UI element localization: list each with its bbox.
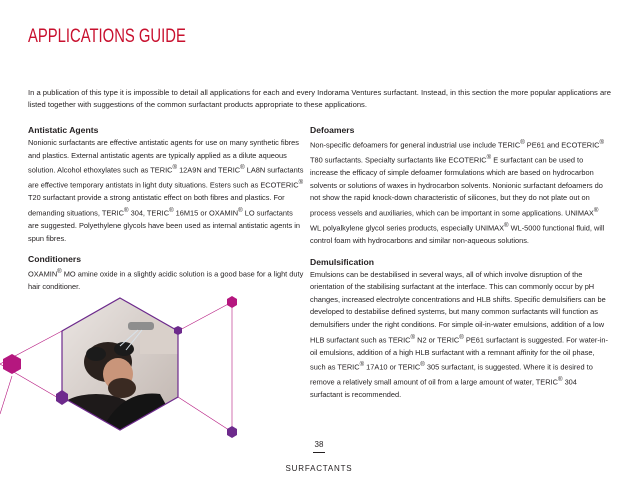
defoamers-heading: Defoamers	[310, 125, 355, 135]
conditioners-heading: Conditioners	[28, 254, 81, 265]
page-title: APPLICATIONS GUIDE	[28, 26, 186, 47]
antistatic-text: Nonionic surfactants are effective antistatic agents for use on many synthetic fibres and plastics. External antistatic agents are typically applied as a dilute aqueous solution. Alcohol ethoxylates such as TERIC® 12A9N and TERIC® LA8N surfactants are effective temporary antistats in light duty situations. Esters such as ECOTERIC® T20 surfactant provide a strong antistatic effect on both fibres and plastics. For demanding situations, TERIC® 304, TERIC® 16M15 or OXAMIN® LO surfactants are suggested. Polyethylene glycols have been used as internal antistatic agents in spun fibres.	[28, 138, 304, 243]
conditioners-text: OXAMIN® MO amine oxide in a slightly acidic solution is a good base for a light duty hair conditioner.	[28, 268, 304, 292]
demulsification-heading: Demulsification	[310, 256, 374, 267]
hair-washing-photo	[0, 294, 260, 444]
footer-divider	[313, 452, 325, 453]
photo-content	[58, 294, 185, 434]
decorative-hexagon	[3, 354, 21, 374]
footer-brand: SURFACTANTS	[285, 464, 353, 473]
demulsification-text: Emulsions can be destabilised in several ways, all of which involve disruption of the orientation of the stabilising surfactant at the interface. This can commonly occur by pH changes, increased electrolyte concentrations and HLB shifts. Specific demulsifiers can be developed to destabilise defined systems, but many common surfactants will function as demulsifiers under the right conditions. For simple oil-in-water emulsions, addition of a low HLB surfactant such as TERIC® N2 or TERIC® PE61 surfactant is suggested. For water-in-oil emulsions, addition of a high HLB surfactant with a remnant affinity for the oil phase, such as TERIC® 17A10 or TERIC® 305 surfactant, is suggested. Where it is desired to remove a relatively small amount of oil from a large amount of water, TERIC® 304 surfactant is recommended.	[310, 269, 608, 400]
intro-paragraph: In a publication of this type it is impossible to detail all applications for each and every Indorama Ventures surfactant. Instead, in this section the more popular applications are listed together with suggestions of the common surfactant products appropriate to these applications.	[28, 88, 611, 110]
antistatic-heading: Antistatic Agents	[28, 125, 99, 135]
right-column	[310, 124, 610, 410]
page-number: 38	[314, 440, 324, 449]
defoamers-text: Non-specific defoamers for general industrial use include TERIC® PE61 and ECOTERIC® T80 surfactants. Specialty surfactants like ECOTERIC® E surfactant can be used to increase the efficacy of simple defoamer formulations which are based on hydrocarbon solvents or solutions of waxes in hydrocarbon solvents. Nonionic surfactant defoamers do not show the rapid knock-down characteristic of silicones, but they do not plate out on process vessels and auxiliaries, which can be important in some applications. UNIMAX® WL polyalkylene glycol series products, especially UNIMAX® WL-5000 functional fluid, will control foam with hydrocarbons and similar non-aqueous solutions.	[310, 139, 605, 246]
decorative-hexagon	[227, 296, 237, 308]
left-column	[28, 124, 304, 302]
decorative-hexagon	[227, 426, 237, 438]
